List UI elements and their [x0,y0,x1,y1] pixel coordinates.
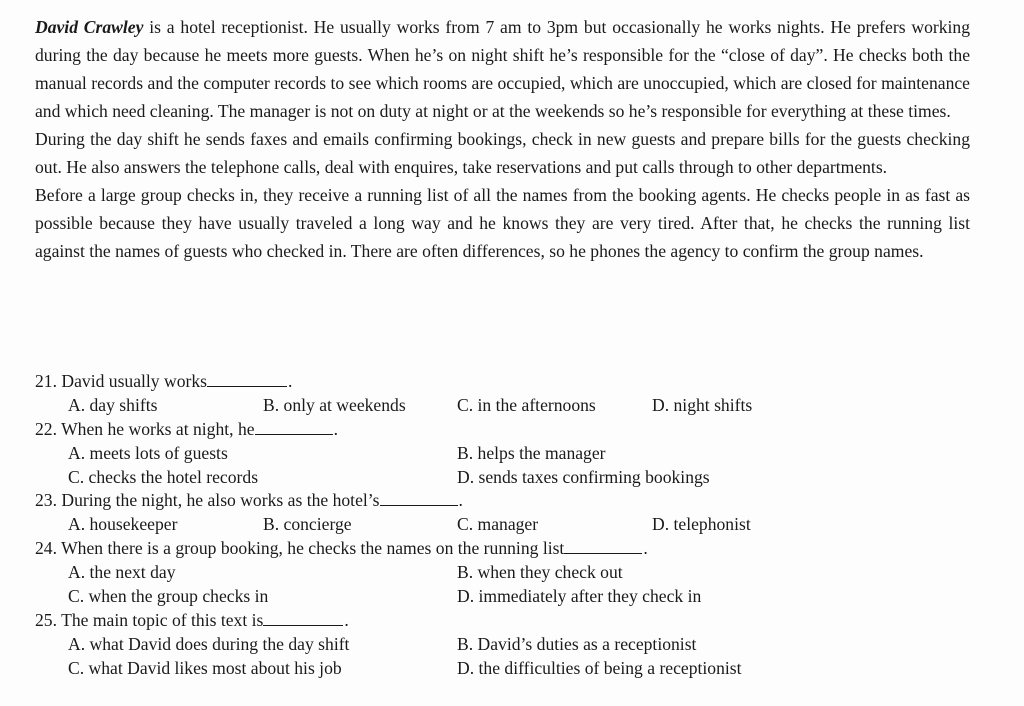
question-25-stem: 25. The main topic of this text is [35,609,264,630]
option-22-c[interactable]: C. checks the hotel records [68,466,259,487]
option-24-a[interactable]: A. the next day [68,562,176,583]
option-23-c[interactable]: C. manager [457,514,539,535]
question-21-options [35,394,995,418]
option-21-b[interactable]: B. only at weekends [263,394,406,415]
question-24 [35,537,995,561]
question-21-stem: 21. David usually works [35,371,208,391]
question-24-options-row-2 [35,585,995,609]
question-22 [35,418,995,442]
question-24-options-row-1 [35,561,995,585]
option-25-c[interactable]: C. what David likes most about his job [68,657,342,678]
question-23-stem: 23. During the night, he also works as the hotel’s [35,490,380,511]
question-21 [35,370,995,394]
question-25-period: . [344,609,349,630]
question-22-options-row-1 [35,442,995,466]
option-24-c[interactable]: C. when the group checks in [68,586,269,607]
question-23 [35,489,995,513]
passage-paragraph-3: Before a large group checks in, they receive a running list of all the names from the booking agents. He checks people in as fast as possible because they have usually traveled a long way and he knows they are very tired. After that, he checks the running list against the names of guests who checked in. There are often differences, so he phones the agency to confirm the group names. [35,185,970,261]
question-23-period: . [458,490,463,511]
option-21-a[interactable]: A. day shifts [68,394,158,415]
option-23-d[interactable]: D. telephonist [652,514,751,535]
answer-blank-24 [564,539,642,554]
option-23-a[interactable]: A. housekeeper [68,514,178,535]
passage-paragraph-1 [35,13,970,125]
option-21-d[interactable]: D. night shifts [652,394,753,415]
option-24-d[interactable]: D. immediately after they check in [457,586,702,607]
answer-blank-25 [263,611,343,626]
option-21-c[interactable]: C. in the afternoons [457,394,596,415]
option-24-b[interactable]: B. when they check out [457,562,623,583]
option-25-a[interactable]: A. what David does during the day shift [68,633,350,654]
reading-passage [35,13,970,265]
passage-paragraph-1-text: is a hotel receptionist. He usually works from 7 am to 3pm but occasionally he works nights. He prefers working during the day because he meets more guests. When he’s on night shift he’s responsible for the “close of day”. He checks both the manual records and the computer records to see which rooms are occupied, which are unoccupied, which are closed for maintenance and which need cleaning. The manager is not on duty at night or at the weekends so he’s responsible for everything at these times. [35,17,971,121]
answer-blank-23 [380,491,458,506]
question-24-stem: 24. When there is a group booking, he checks the names on the running list [35,538,565,559]
question-25-options-row-2 [35,657,995,681]
question-23-options [35,513,995,537]
question-25-options-row-1 [35,633,995,657]
option-25-d[interactable]: D. the difficulties of being a receptionist [457,657,742,678]
question-21-period: . [288,371,293,391]
question-25 [35,609,995,633]
question-22-options-row-2 [35,466,995,490]
question-22-stem: 22. When he works at night, he [35,418,255,439]
option-22-a[interactable]: A. meets lots of guests [68,442,228,463]
option-25-b[interactable]: B. David’s duties as a receptionist [457,633,697,654]
option-23-b[interactable]: B. concierge [263,514,352,535]
question-list [35,370,995,681]
answer-blank-21 [207,372,287,387]
passage-paragraph-2: During the day shift he sends faxes and emails confirming bookings, check in new guests and prepare bills for the guests checking out. He also answers the telephone calls, deal with enquires, take reservations and put calls through to other departments. [35,129,970,177]
question-22-period: . [333,418,338,439]
answer-blank-22 [255,420,333,435]
option-22-d[interactable]: D. sends taxes confirming bookings [457,466,710,487]
passage-subject-name: David Crawley [35,17,144,37]
question-24-period: . [643,538,648,559]
option-22-b[interactable]: B. helps the manager [457,442,606,463]
